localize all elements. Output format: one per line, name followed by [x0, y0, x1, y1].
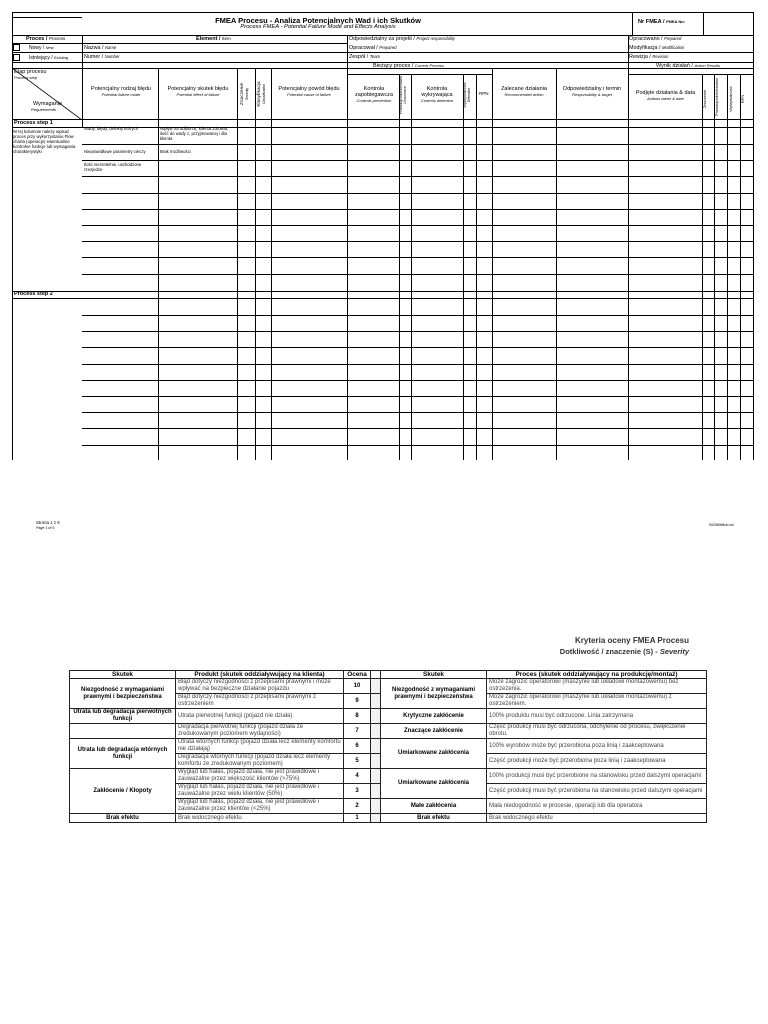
- step2-row-line: [82, 347, 753, 348]
- biezacy-header: Bieżący proces / Current Process: [373, 63, 444, 69]
- znaczenie-result-header: Znaczenie: [702, 89, 707, 109]
- info-line-2: [12, 52, 753, 53]
- nazwa-label: Nazwa / Name: [84, 45, 117, 51]
- criteria-effect-process: Znaczące zakłócenie: [381, 724, 487, 739]
- criteria-product-desc: Błąd dotyczy niezgodności z przepisami prawnymi z ostrzeżeniem: [176, 694, 344, 709]
- criteria-process-desc: Może zagrozić operatorowi (maszynie lub układowi montażowemu) bez ostrzeżenia.: [487, 679, 707, 694]
- step2-row-line: [82, 428, 753, 429]
- criteria-product-desc: Brak widocznego efektu: [176, 814, 344, 823]
- header-diagonal: [12, 68, 82, 120]
- wykrywalnosc-header: Wykrywalność Detection: [462, 82, 471, 108]
- info-line-1: [12, 43, 347, 44]
- criteria-effect-product: [70, 724, 176, 739]
- criteria-process-desc: Część produkcji może być przerobiona poza linią i zaakceptowana: [487, 754, 707, 769]
- zalecane-header: Zalecane działania Recommended action: [501, 86, 547, 97]
- criteria-process-desc: Mała niedogodność w procesie, operacji lub dla operatora: [487, 799, 707, 814]
- criteria-header-skutek: Skutek: [70, 671, 176, 679]
- top-stub: [12, 17, 82, 18]
- rodzaj-header: Potencjalny rodzaj błędu Potential failure mode: [91, 86, 151, 97]
- rewizja-label: Rewizja / Revision: [629, 54, 669, 60]
- step1-row-line: [82, 209, 753, 210]
- criteria-process-desc: Brak widocznego efektu: [487, 814, 707, 823]
- mode-2: Nieprawidłowe parametry cieczy: [84, 149, 146, 154]
- criteria-row: [70, 739, 707, 754]
- step1-row-line: [82, 160, 753, 161]
- criteria-row: [70, 709, 707, 724]
- prawdop-header: Prawdopodobieństwo Occurrence: [398, 75, 407, 115]
- criteria-header-proces: Proces (skutek oddziaływujący na produkcję/montaż): [487, 671, 707, 679]
- criteria-score: 10: [344, 679, 371, 694]
- znaczenie-header: Znaczenie Severity: [240, 82, 249, 106]
- step2-row-line: [82, 315, 753, 316]
- criteria-product-desc: Utrata wtórnych funkcji (pojazd działa lecz elementy komfortu nie działają): [176, 739, 344, 754]
- klasyfikacja-header: Klasyfikacja Classification: [257, 81, 266, 107]
- etap-label-en: Process step: [14, 75, 38, 80]
- criteria-process-desc: Część produkcji musi być odrzucona, odchylenie od procesu, zwiększenie obrotu.: [487, 724, 707, 739]
- step2-row-line: [82, 396, 753, 397]
- skutek-header: Potencjalny skutek błędu Potential effect of failure: [167, 86, 229, 97]
- step1-requirement: W tej kolumnie należy wpisać proces przy wykorzystaniu Flow charta (operacje) ewentualnie kontrolne funkcje lub wymagania charakterystyki: [13, 129, 76, 154]
- fmea-nr-label: Nr FMEA / FMEA No:: [638, 19, 686, 25]
- col-div-17: [740, 74, 741, 460]
- kontrola-wyk-header: Kontrola wykrywająca Controls detection: [420, 86, 454, 103]
- step2-row-line: [82, 380, 753, 381]
- criteria-process-desc: 100% produkcji musi być przerobione na stanowisku przed dalszymi operacjami: [487, 769, 707, 784]
- wymagania-label-en: Requirements: [31, 107, 56, 112]
- criteria-header-skutek-2: Skutek: [381, 671, 487, 679]
- col-div-1: [82, 35, 83, 127]
- przyczyna-header: Potencjalny powód błędu Potential cause of failure: [278, 86, 340, 97]
- page-number-en: Page 1 of 6: [36, 526, 55, 530]
- criteria-spacer: [371, 709, 381, 724]
- criteria-effect-product: Utrata lub degradacja wtórnych funkcji: [70, 739, 176, 769]
- col-div-14: [702, 74, 703, 460]
- right-border: [753, 12, 754, 460]
- criteria-effect-process: Umiarkowane zakłócenia: [381, 739, 487, 769]
- effect-2: Brak możliwości: [160, 149, 191, 154]
- header-row-bottom: [12, 119, 753, 120]
- criteria-score: 2: [344, 799, 371, 814]
- criteria-spacer: [371, 679, 381, 694]
- criteria-score: 7: [344, 724, 371, 739]
- wynik-header: Wynik działań / Action Results: [656, 63, 721, 69]
- criteria-product-desc: Wygląd lub hałas, pojazd działa, nie jest prawidłowe i zauważalne przez większość klientów (>75%): [176, 769, 344, 784]
- wymagania-label: Wymagania: [33, 101, 62, 107]
- step2-row-line: [82, 364, 753, 365]
- step1-row-line: [82, 257, 753, 258]
- criteria-row: [70, 769, 707, 784]
- criteria-process-desc: 100% produktu musi być odrzucone. Linia zatrzymana: [487, 709, 707, 724]
- step1-row-line: [82, 144, 753, 145]
- odpowiedzialny-label: Odpowiedzialny za projekt / Project responsibility: [349, 36, 455, 42]
- odpowiedzialny-termin-header: Odpowiedzialny i termin Responsibility & target: [562, 86, 622, 97]
- criteria-product-desc: Wygląd lub hałas, pojazd działa, nie jest prawidłowe i zauważalne przez klientów (<25%): [176, 799, 344, 814]
- criteria-product-desc: Degradacja wtórnych funkcji (pojazd działa lecz elementy komfortu ze zredukowanym poziomem): [176, 754, 344, 769]
- criteria-score: 8: [344, 709, 371, 724]
- col-div-info-2: [347, 35, 348, 127]
- criteria-spacer: [371, 739, 381, 754]
- criteria-effect-process: Niezgodność z wymaganiami prawnymi i bezpieczeństwa: [381, 679, 487, 709]
- zespol-label: Zespół / Team: [349, 54, 381, 60]
- criteria-header-spacer: [371, 671, 381, 679]
- col-div-10: [476, 74, 477, 460]
- etap-label: Etap procesu: [14, 69, 47, 75]
- criteria-product-desc: Degradacja pierwotnej funkcji (pojazd działa ze zredukowanym poziomem wydajności): [176, 724, 344, 739]
- criteria-score: 5: [344, 754, 371, 769]
- criteria-process-desc: 100% wyrobów może być przerobiona poza linią i zaakceptowana: [487, 739, 707, 754]
- severity-criteria-table: [69, 670, 707, 823]
- step2-top: [12, 291, 753, 292]
- page-number: Strona 1 z 6: [36, 520, 60, 525]
- file-code: 9925898fzki.xis: [709, 523, 734, 527]
- istniejacy-checkbox[interactable]: [13, 54, 20, 61]
- nowy-checkbox[interactable]: [13, 44, 20, 51]
- step1-row-line: [82, 176, 753, 177]
- step2-label: Process step 2: [14, 291, 53, 297]
- criteria-spacer: [371, 814, 381, 823]
- criteria-spacer: [371, 754, 381, 769]
- modyfikacja-label: Modyfikacja / Modification: [629, 45, 685, 51]
- col-div-8: [411, 74, 412, 460]
- criteria-spacer: [371, 769, 381, 784]
- criteria-title: Kryteria oceny FMEA Procesu: [575, 636, 689, 645]
- criteria-score: 3: [344, 784, 371, 799]
- kontrola-zap-header: Kontrola zapobiegawcza Controls prevention: [355, 86, 393, 103]
- element-label: Element / Item: [196, 36, 231, 42]
- criteria-spacer: [371, 784, 381, 799]
- step1-row-line: [82, 241, 753, 242]
- effect-1: Wpływ na odbiorcę, klienta zdrowiu, ilość do wady z, przyjmowanej i dla klienta: [160, 126, 229, 141]
- criteria-spacer: [371, 694, 381, 709]
- rpn-result-header: RPN: [740, 94, 745, 104]
- criteria-effect-product: Utrata lub degradacja pierwotnych funkcji: [70, 709, 176, 724]
- step2-row-line: [82, 445, 753, 446]
- step1-row-line: [82, 274, 753, 275]
- istniejacy-label: Istniejący / Existing: [29, 55, 69, 61]
- criteria-score: 4: [344, 769, 371, 784]
- criteria-effect-product: Brak efektu: [70, 814, 176, 823]
- top-border: [12, 12, 753, 13]
- criteria-row: [70, 679, 707, 694]
- podjete-header: Podjęte działania & data Actions taken & date: [635, 90, 696, 101]
- criteria-score: 9: [344, 694, 371, 709]
- nr-divider: [632, 12, 633, 35]
- criteria-product-desc: Wygląd lub hałas, pojazd działa, nie jest prawidłowe i zauważalne przez wielu klientów (50%): [176, 784, 344, 799]
- col-div-15: [714, 74, 715, 460]
- action-results-line: [628, 74, 753, 75]
- col-div-7: [399, 74, 400, 460]
- criteria-process-desc: Część produkcji musi być przerobiona na stanowisku przed dalszymi operacjami: [487, 784, 707, 799]
- proces-label: Proces / Process: [26, 36, 66, 42]
- criteria-effect-process: Umiarkowane zakłócenia: [381, 769, 487, 799]
- mode-3: Ilość nierzetelnie, uszkodzone rzezjedze: [84, 162, 142, 172]
- opracowano-label: Opracowano / Prepared: [629, 36, 682, 42]
- criteria-row: [70, 814, 707, 823]
- criteria-spacer: [371, 724, 381, 739]
- step2-row-line: [82, 412, 753, 413]
- criteria-subtitle: Dotkliwość / znaczenie (S) - Severity: [559, 647, 689, 656]
- criteria-score: 1: [344, 814, 371, 823]
- step1-row-line: [82, 225, 753, 226]
- criteria-product-desc: Utrata pierwotnej funkcji (pojazd nie działa): [176, 709, 344, 724]
- criteria-process-desc: Może zagrozić operatorowi (maszynie lub układowi montażowemu) z ostrzeżeniem.: [487, 694, 707, 709]
- step2-row-line: [82, 331, 753, 332]
- wykrywalnosc-result-header: Wykrywalność: [728, 86, 733, 112]
- numer-label: Numer / Number: [84, 54, 120, 60]
- col-div-9: [463, 74, 464, 460]
- form-title: FMEA Procesu - Analiza Potencjalnych Wad i ich Skutków: [215, 16, 421, 25]
- fmea-nr-field[interactable]: [704, 13, 752, 34]
- criteria-header-produkt: Produkt (skutek oddziaływujący na klienta): [176, 671, 344, 679]
- step1-row-line: [82, 193, 753, 194]
- criteria-effect-process: Małe zakłócenia: [381, 799, 487, 814]
- criteria-effect-process: Krytyczne zakłócenie: [381, 709, 487, 724]
- mode-1: Wady, błędy, defekty których: [84, 126, 139, 131]
- prawdop-result-header: Prawdopodobieństwo: [714, 77, 719, 116]
- criteria-product-desc: Błąd dotyczy niezgodności z przepisami prawnymi i może wpływać na bezpieczne działanie pojazdu: [176, 679, 344, 694]
- step2-bottom: [12, 298, 753, 299]
- criteria-header-row: [70, 671, 707, 679]
- criteria-effect-product: Niezgodność z wymaganiami prawnymi i bezpieczeństwa: [70, 679, 176, 709]
- rpn-header: RPN: [479, 91, 489, 96]
- criteria-score: 6: [344, 739, 371, 754]
- nowy-label: Nowy / New: [29, 45, 54, 51]
- criteria-spacer: [371, 799, 381, 814]
- criteria-row: [70, 724, 707, 739]
- criteria-effect-product: Zakłócenie / Kłopoty: [70, 769, 176, 814]
- form-subtitle: Process FMEA - Potential Failure Mode and Effects Analysis: [240, 24, 396, 30]
- opracowal-label: Opracował / Prepared: [349, 45, 397, 51]
- col-div-16: [727, 74, 728, 460]
- step1-label: Process step 1: [14, 120, 53, 126]
- criteria-header-ocena: Ocena: [344, 671, 371, 679]
- criteria-effect-process: Brak efektu: [381, 814, 487, 823]
